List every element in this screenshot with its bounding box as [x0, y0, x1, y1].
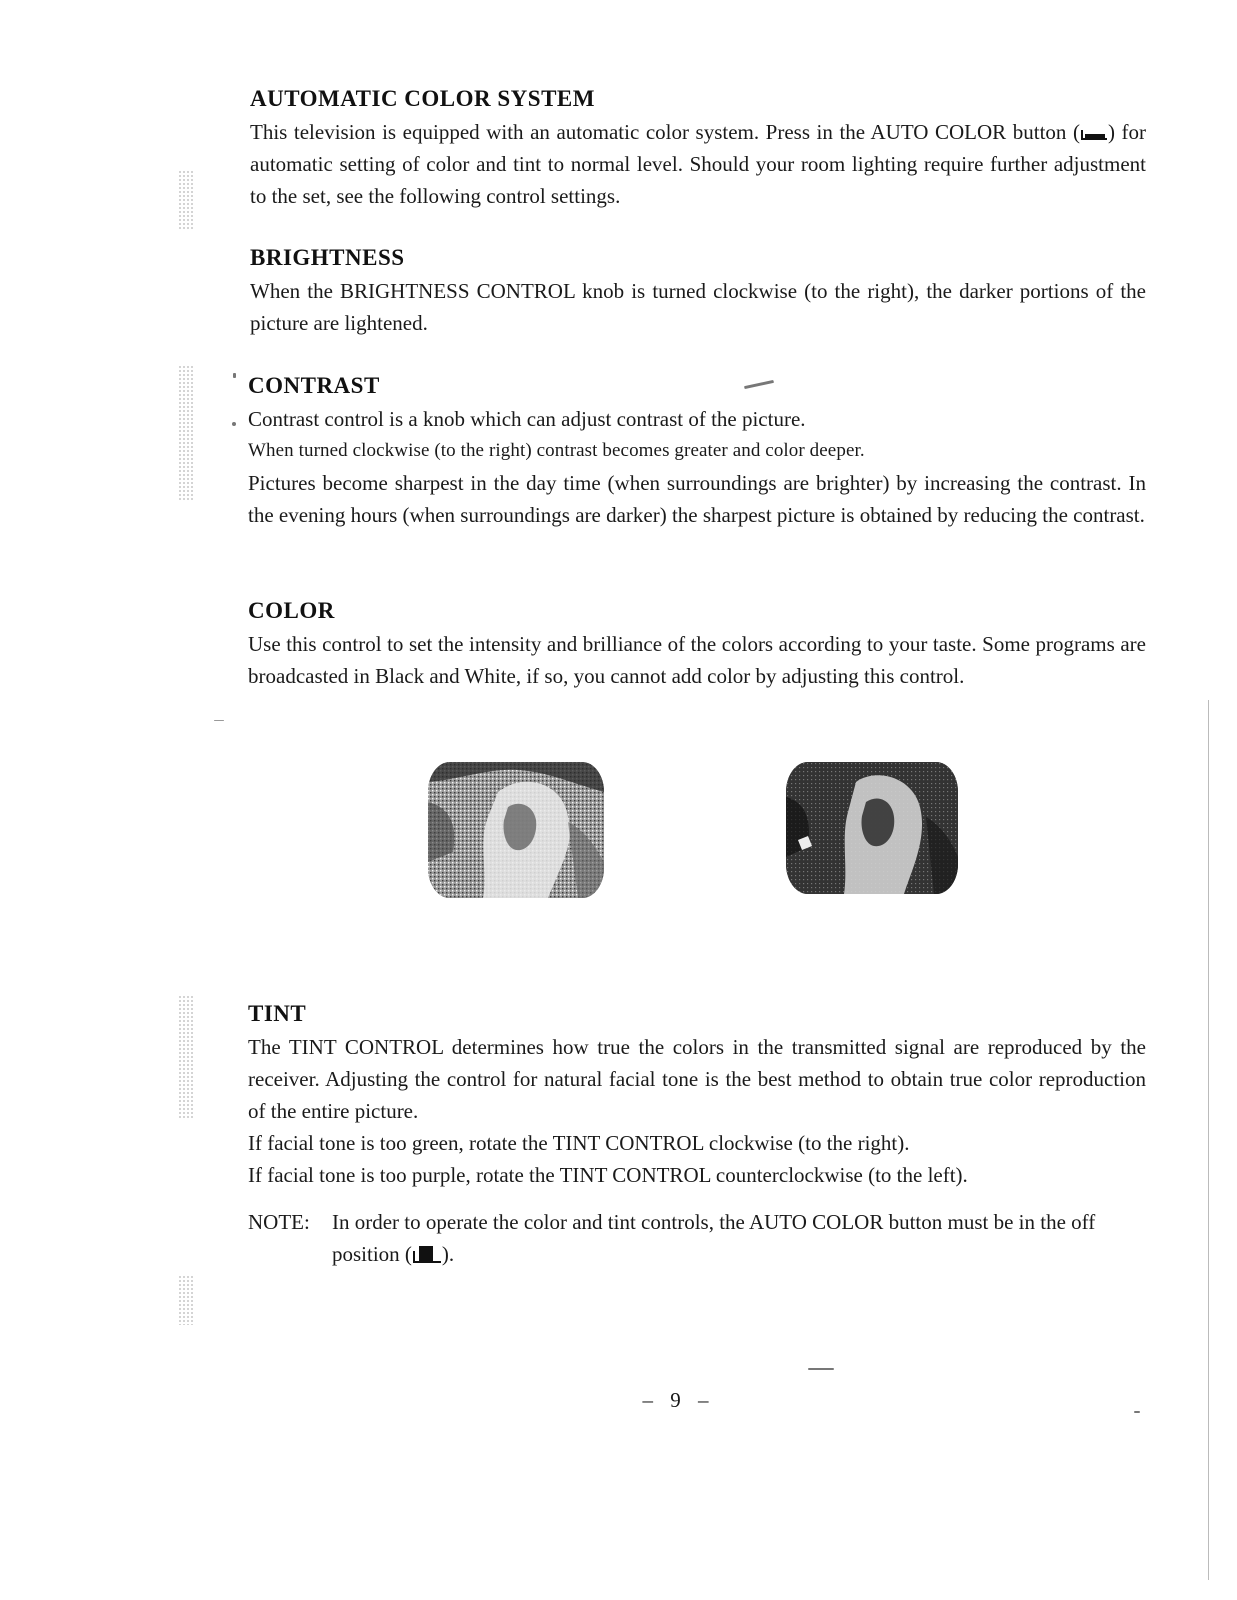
section-tint	[248, 999, 1146, 1191]
tint-green-line: If facial tone is too green, rotate the TINT CONTROL clockwise (to the right).	[248, 1131, 910, 1155]
scan-artifact	[178, 995, 194, 1120]
tv-picture-high-contrast	[786, 762, 958, 894]
brightness-paragraph: When the BRIGHTNESS CONTROL knob is turned clockwise (to the right), the darker portions of the picture are lightened.	[250, 279, 1146, 335]
scan-edge-line	[1208, 700, 1209, 1580]
note-label: NOTE:	[248, 1210, 310, 1234]
tint-paragraph: The TINT CONTROL determines how true the colors in the transmitted signal are reproduced by the receiver. Adjusting the control for natural facial tone is the best method to obtain true color reproduction of the entire picture.	[248, 1035, 1146, 1123]
tv-picture-low-contrast	[428, 762, 604, 898]
tint-purple-line: If facial tone is too purple, rotate the TINT CONTROL counterclockwise (to the left).	[248, 1163, 968, 1187]
heading-color: COLOR	[248, 598, 335, 623]
page-number: – 9 –	[642, 1388, 715, 1412]
section-brightness	[250, 243, 1146, 339]
contrast-line-1: Contrast control is a knob which can adjust contrast of the picture.	[248, 407, 806, 431]
scan-speck	[808, 1368, 834, 1370]
heading-brightness: BRIGHTNESS	[250, 245, 405, 270]
note-block	[248, 1206, 1148, 1270]
scan-artifact	[178, 365, 194, 500]
contrast-line-2: When turned clockwise (to the right) contrast becomes greater and color deeper.	[248, 440, 865, 461]
color-paragraph: Use this control to set the intensity and brilliance of the colors according to your taste. Some programs are broadcasted in Black and White, if so, you cannot add color by adjusting this control.	[248, 632, 1146, 688]
heading-tint: TINT	[248, 1001, 307, 1026]
button-pressed-in-icon	[1081, 128, 1107, 140]
scan-speck	[1134, 1411, 1140, 1413]
scan-speck	[233, 373, 236, 378]
scan-speck	[214, 720, 224, 721]
heading-contrast: CONTRAST	[248, 373, 380, 398]
section-contrast	[248, 371, 1146, 531]
note-text: In order to operate the color and tint controls, the AUTO COLOR button must be in the off position ( ).	[332, 1210, 1096, 1266]
auto-color-paragraph: This television is equipped with an automatic color system. Press in the AUTO COLOR button ( ) for automatic setting of color and tint to normal level. Should your room lighting require further adjustment to the set, see the following control settings.	[250, 120, 1147, 208]
contrast-line-3: Pictures become sharpest in the day time (when surroundings are brighter) by increasing the contrast. In the evening hours (when surroundings are darker) the sharpest picture is obtained by reducing the contrast.	[248, 471, 1146, 527]
scan-artifact	[178, 1275, 194, 1325]
scan-artifact	[178, 170, 194, 230]
heading-auto-color: AUTOMATIC COLOR SYSTEM	[250, 86, 595, 111]
section-auto-color	[250, 84, 1146, 212]
button-released-off-icon	[413, 1245, 441, 1263]
scan-speck	[232, 422, 236, 426]
section-color	[248, 596, 1146, 692]
